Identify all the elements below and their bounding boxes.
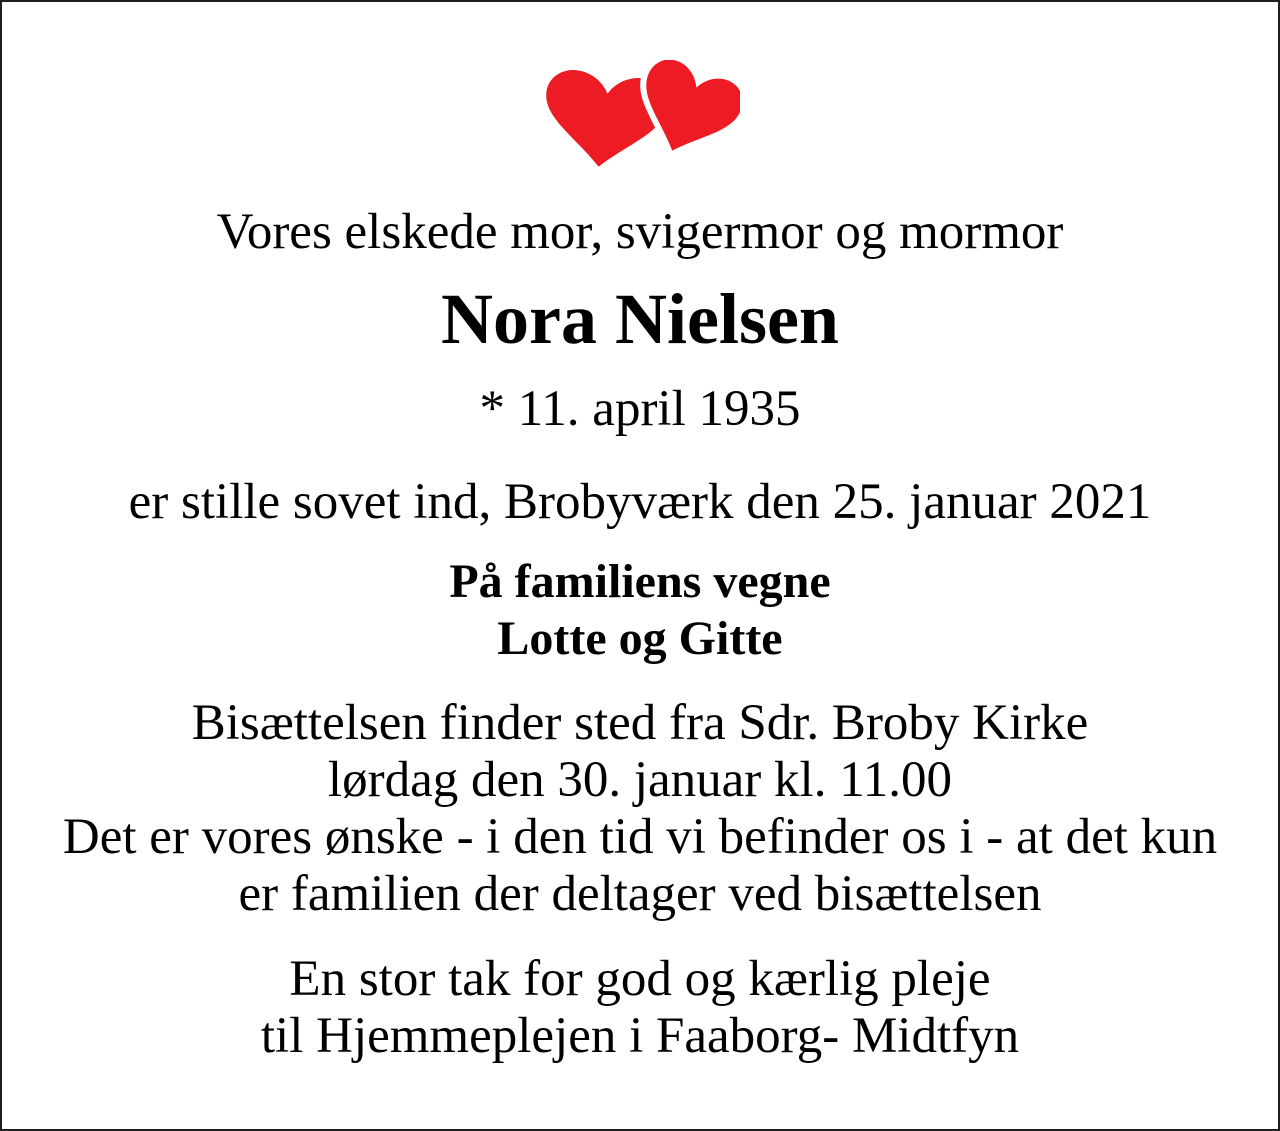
thanks-line-1: En stor tak for god og kærlig pleje (289, 951, 991, 1007)
signature-line-1: På familiens vegne (449, 555, 831, 608)
thanks-line-2: til Hjemmeplejen i Faaborg- Midtfyn (260, 1008, 1020, 1064)
hearts-icon (540, 60, 740, 174)
birth-date-line: * 11. april 1935 (479, 381, 801, 437)
thanks-block (2, 951, 1278, 1065)
intro-line: Vores elskede mor, svigermor og mormor (216, 204, 1064, 260)
ceremony-line-1: Bisættelsen finder sted fra Sdr. Broby Kirke (191, 695, 1089, 751)
ceremony-line-3: Det er vores ønske - i den tid vi befinder os i - at det kun (62, 809, 1218, 865)
deceased-name: Nora Nielsen (441, 279, 839, 359)
ceremony-block (2, 695, 1278, 923)
death-date-line: er stille sovet ind, Brobyværk den 25. januar 2021 (128, 474, 1152, 530)
signature-line-2: Lotte og Gitte (497, 612, 783, 665)
signature-block (2, 553, 1278, 667)
ceremony-line-2: lørdag den 30. januar kl. 11.00 (327, 752, 953, 808)
ceremony-line-4: er familien der deltager ved bisættelsen (238, 866, 1042, 922)
